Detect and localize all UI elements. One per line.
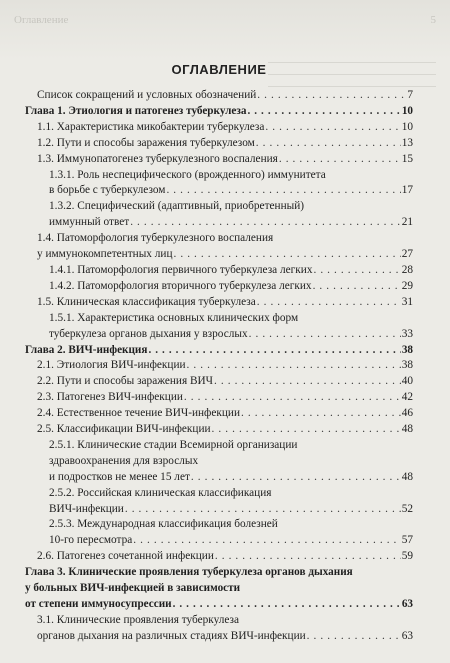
toc-entry[interactable] (25, 311, 413, 343)
page-number: 40 (401, 375, 413, 388)
toc-entry[interactable] (25, 279, 413, 295)
toc-entries (25, 88, 413, 645)
leader-dots (307, 629, 401, 645)
toc-entry-title: 1.2. Пути и способы заражения туберкулезом (37, 136, 255, 149)
leader-dots (212, 422, 401, 438)
toc-entry-title: 2.4. Естественное течение ВИЧ-инфекции (37, 407, 241, 420)
toc-entry-title: от степени иммуносупрессии (25, 598, 172, 610)
leader-dots (313, 279, 401, 295)
toc-entry[interactable] (25, 486, 413, 518)
toc-entry[interactable] (25, 168, 413, 200)
toc-entry[interactable] (25, 438, 413, 486)
leader-dots (130, 215, 401, 231)
toc-entry[interactable] (25, 422, 413, 438)
toc-entry-title: 1.5. Клиническая классификация туберкулеза (37, 295, 256, 308)
toc-entry[interactable] (25, 295, 413, 311)
page-number: 15 (401, 152, 413, 165)
leader-dots (257, 295, 401, 311)
toc-entry-line: здравоохранения для взрослых (49, 454, 199, 467)
leader-dots (214, 374, 401, 390)
toc-entry-line: Глава 3. Клинические проявления туберкулеза органов дыхания (25, 566, 353, 579)
leader-dots (241, 406, 401, 422)
toc-entry-title: 2.2. Пути и способы заражения ВИЧ (37, 375, 214, 388)
leader-dots (166, 183, 400, 199)
leader-dots (133, 533, 400, 549)
page-number: 28 (401, 263, 413, 276)
toc-entry[interactable] (25, 406, 413, 422)
page-number: 38 (401, 359, 413, 372)
toc-entry-title: у иммунокомпетентных лиц (37, 248, 173, 261)
toc-entry-line: 3.1. Клинические проявления туберкулеза (37, 613, 240, 626)
table-of-contents (25, 62, 413, 645)
leader-dots (215, 549, 401, 565)
toc-title: ОГЛАВЛЕНИЕ (171, 62, 267, 77)
toc-entry-title: 2.3. Патогенез ВИЧ-инфекции (37, 391, 183, 404)
page-number: 46 (401, 407, 413, 420)
toc-entry-line: 2.5.2. Российская клиническая классификация (49, 486, 272, 499)
bleed-header-left: Оглавление (14, 14, 69, 26)
bleed-header-right: 5 (430, 14, 436, 26)
toc-entry[interactable] (25, 390, 413, 406)
toc-entry[interactable] (25, 120, 413, 136)
toc-entry-line: 1.5.1. Характеристика основных клинических форм (49, 311, 299, 324)
toc-entry-title: 1.3. Иммунопатогенез туберкулезного воспаления (37, 152, 278, 165)
toc-entry-title: 1.4.2. Патоморфология вторичного туберкулеза легких (49, 279, 312, 292)
leader-dots (265, 120, 400, 136)
toc-entry-title: и подростков не менее 15 лет (49, 470, 190, 483)
page-number: 21 (401, 216, 413, 229)
toc-entry-line: 1.4. Патоморфология туберкулезного воспаления (37, 232, 274, 245)
leader-dots (173, 597, 401, 613)
toc-entry[interactable] (25, 374, 413, 390)
page-number: 59 (401, 550, 413, 563)
toc-entry-line: 1.3.1. Роль неспецифического (врожденного) иммунитета (49, 168, 326, 181)
toc-chapter[interactable] (25, 343, 413, 359)
toc-entry[interactable] (25, 358, 413, 374)
toc-entry-line: 2.5.3. Международная классификация болезней (49, 518, 278, 531)
toc-entry-title: Глава 2. ВИЧ-инфекция (25, 343, 148, 356)
toc-entry-line: у больных ВИЧ-инфекцией в зависимости (25, 582, 241, 595)
toc-entry-title: органов дыхания на различных стадиях ВИЧ-инфекции (37, 629, 306, 642)
leader-dots (125, 502, 401, 518)
toc-entry-title: 2.5. Классификации ВИЧ-инфекции (37, 423, 211, 436)
page-number: 52 (401, 502, 413, 515)
page-number: 38 (401, 343, 413, 356)
page-number: 31 (401, 295, 413, 308)
leader-dots (184, 390, 401, 406)
toc-entry[interactable] (25, 263, 413, 279)
leader-dots (187, 358, 401, 374)
page-number: 27 (401, 248, 413, 261)
toc-entry[interactable] (25, 549, 413, 565)
toc-entry[interactable] (25, 152, 413, 168)
leader-dots (257, 88, 406, 104)
toc-entry[interactable] (25, 517, 413, 549)
toc-entry[interactable] (25, 199, 413, 231)
toc-entry-title: иммунный ответ (49, 216, 130, 229)
toc-entry-title: 10-го пересмотра (49, 534, 133, 547)
leader-dots (191, 470, 401, 486)
page-number: 42 (401, 391, 413, 404)
leader-dots (247, 104, 400, 120)
leader-dots (279, 152, 401, 168)
leader-dots (313, 263, 400, 279)
leader-dots (256, 136, 401, 152)
leader-dots (174, 247, 401, 263)
toc-entry[interactable] (25, 613, 413, 645)
toc-entry-title: 2.6. Патогенез сочетанной инфекции (37, 550, 214, 563)
page-number: 13 (401, 136, 413, 149)
toc-entry-line: 2.5.1. Клинические стадии Всемирной организации (49, 438, 298, 451)
page-number: 10 (401, 104, 413, 117)
page-number: 17 (401, 184, 413, 197)
toc-entry[interactable] (25, 88, 413, 104)
toc-entry-title: 1.1. Характеристика микобактерии туберкулеза (37, 120, 265, 133)
page-number: 7 (407, 89, 413, 101)
bleed-through-header (0, 0, 450, 60)
toc-entry-title: в борьбе с туберкулезом (49, 184, 166, 197)
toc-entry-title: Глава 1. Этиология и патогенез туберкулеза (25, 104, 247, 117)
page-number: 48 (401, 423, 413, 436)
toc-entry-title: ВИЧ-инфекции (49, 502, 124, 515)
leader-dots (249, 327, 401, 343)
page-number: 48 (401, 470, 413, 483)
page-number: 63 (401, 598, 413, 610)
toc-chapter[interactable] (25, 104, 413, 120)
page-number: 63 (401, 629, 413, 642)
page-number: 33 (401, 327, 413, 340)
toc-entry-title: 1.4.1. Патоморфология первичного туберкулеза легких (49, 263, 313, 276)
toc-entry-title: Список сокращений и условных обозначений (37, 89, 257, 101)
toc-entry-title: туберкулеза органов дыхания у взрослых (49, 327, 248, 340)
toc-chapter[interactable] (25, 565, 413, 613)
toc-entry-title: 2.1. Этиология ВИЧ-инфекции (37, 359, 186, 372)
toc-entry[interactable] (25, 231, 413, 263)
toc-entry-line: 1.3.2. Специфический (адаптивный, приобретенный) (49, 200, 305, 213)
page-number: 57 (401, 534, 413, 547)
page-number: 10 (401, 120, 413, 133)
leader-dots (148, 343, 400, 359)
toc-entry[interactable] (25, 136, 413, 152)
page-number: 29 (401, 279, 413, 292)
